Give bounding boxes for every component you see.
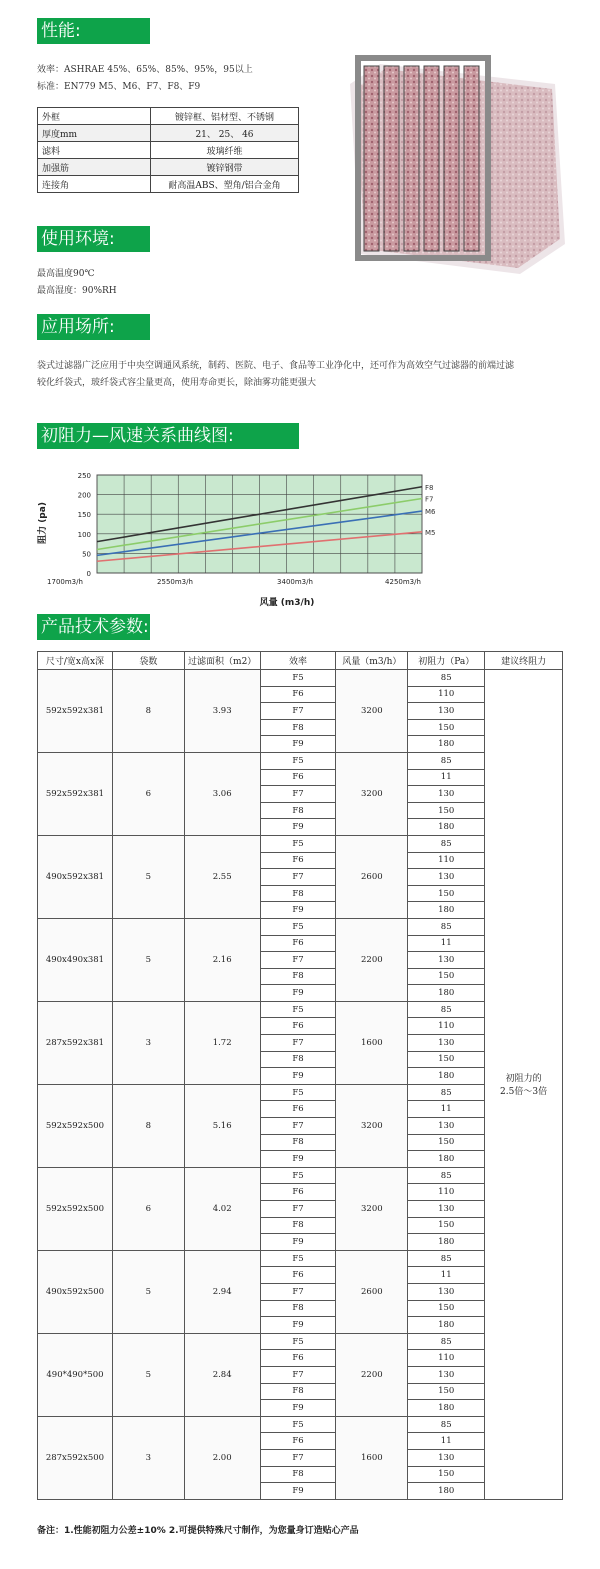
table-row (38, 1333, 563, 1350)
bags-cell: 3 (112, 1001, 184, 1084)
y-tick-label: 200 (77, 491, 91, 500)
resistance-cell: 11 (408, 935, 485, 952)
resistance-cell: 85 (408, 918, 485, 935)
final-resistance-line-2: 2.5倍～3倍 (500, 1087, 548, 1098)
spec-row (38, 108, 299, 125)
bags-cell: 8 (112, 670, 184, 753)
efficiency-cell: F6 (260, 1267, 336, 1284)
column-header: 建议终阻力 (485, 652, 563, 670)
table-row (38, 1001, 563, 1018)
column-header: 过滤面积（m2） (184, 652, 260, 670)
efficiency-cell: F8 (260, 1134, 336, 1151)
area-cell: 5.16 (184, 1084, 260, 1167)
efficiency-cell: F7 (260, 1283, 336, 1300)
resistance-cell: 11 (408, 1433, 485, 1450)
airflow-cell: 2600 (336, 835, 408, 918)
max-temperature-text: 最高温度90℃ (37, 269, 95, 279)
area-cell: 3.93 (184, 670, 260, 753)
efficiency-cell: F5 (260, 835, 336, 852)
efficiency-cell: F5 (260, 1001, 336, 1018)
efficiency-cell: F9 (260, 736, 336, 753)
efficiency-cell: F6 (260, 1018, 336, 1035)
efficiency-cell: F9 (260, 1068, 336, 1085)
resistance-cell: 180 (408, 1234, 485, 1251)
y-tick-label: 150 (77, 511, 91, 520)
spec-label: 厚度mm (38, 125, 151, 142)
resistance-cell: 85 (408, 1250, 485, 1267)
efficiency-cell: F8 (260, 719, 336, 736)
efficiency-text: 效率：ASHRAE 45%、65%、85%、95%，95以上 (37, 65, 253, 75)
efficiency-cell: F9 (260, 985, 336, 1002)
efficiency-cell: F7 (260, 703, 336, 720)
spec-value: 耐高温ABS、塑角/铝合金角 (151, 176, 299, 193)
area-cell: 3.06 (184, 752, 260, 835)
spec-table (37, 107, 299, 193)
resistance-cell: 85 (408, 670, 485, 687)
area-cell: 1.72 (184, 1001, 260, 1084)
size-cell: 287x592x381 (38, 1001, 113, 1084)
parameters-table (37, 651, 563, 1500)
resistance-cell: 180 (408, 1151, 485, 1168)
efficiency-cell: F6 (260, 686, 336, 703)
resistance-cell: 11 (408, 1101, 485, 1118)
efficiency-cell: F9 (260, 819, 336, 836)
series-label-m5: M5 (425, 528, 436, 537)
resistance-cell: 110 (408, 852, 485, 869)
section-header-curve: 初阻力—风速关系曲线图: (37, 423, 299, 449)
series-label-m6: M6 (425, 508, 436, 517)
spec-label: 外框 (38, 108, 151, 125)
bags-cell: 5 (112, 835, 184, 918)
spec-row (38, 159, 299, 176)
column-header: 效率 (260, 652, 336, 670)
resistance-cell: 150 (408, 719, 485, 736)
efficiency-cell: F5 (260, 752, 336, 769)
resistance-cell: 150 (408, 885, 485, 902)
bags-cell: 6 (112, 1167, 184, 1250)
size-cell: 490*490*500 (38, 1333, 113, 1416)
resistance-cell: 110 (408, 1018, 485, 1035)
x-tick-label: 3400m3/h (277, 578, 313, 586)
size-cell: 592x592x500 (38, 1084, 113, 1167)
size-cell: 287x592x500 (38, 1416, 113, 1499)
table-row (38, 670, 563, 687)
resistance-cell: 150 (408, 1300, 485, 1317)
efficiency-cell: F7 (260, 1366, 336, 1383)
resistance-cell: 150 (408, 802, 485, 819)
resistance-cell: 130 (408, 1283, 485, 1300)
efficiency-cell: F8 (260, 1051, 336, 1068)
max-humidity-text: 最高湿度：90%RH (37, 286, 117, 296)
resistance-cell: 150 (408, 968, 485, 985)
efficiency-cell: F5 (260, 670, 336, 687)
column-header: 尺寸/宽x高x深 (38, 652, 113, 670)
bags-cell: 5 (112, 1250, 184, 1333)
application-line-2: 较化纤袋式，玻纤袋式容尘量更高，使用寿命更长，除油雾功能更强大 (37, 378, 317, 388)
resistance-cell: 130 (408, 703, 485, 720)
resistance-cell: 11 (408, 769, 485, 786)
resistance-cell: 85 (408, 1167, 485, 1184)
resistance-cell: 130 (408, 1449, 485, 1466)
table-row (38, 752, 563, 769)
y-tick-label: 250 (77, 472, 91, 480)
size-cell: 490x592x381 (38, 835, 113, 918)
final-resistance-cell (485, 670, 563, 1500)
efficiency-cell: F6 (260, 1101, 336, 1118)
resistance-cell: 130 (408, 1201, 485, 1218)
spec-label: 滤料 (38, 142, 151, 159)
area-cell: 2.55 (184, 835, 260, 918)
resistance-cell: 150 (408, 1134, 485, 1151)
spec-value: 镀锌钢带 (151, 159, 299, 176)
resistance-cell: 180 (408, 985, 485, 1002)
note-text: 备注：1.性能初阻力公差±10% 2.可提供特殊尺寸制作，为您量身订造贴心产品 (37, 1526, 359, 1536)
size-cell: 592x592x500 (38, 1167, 113, 1250)
efficiency-cell: F7 (260, 869, 336, 886)
standard-text: 标准：EN779 M5、M6、F7、F8、F9 (37, 82, 201, 92)
resistance-cell: 180 (408, 902, 485, 919)
resistance-airflow-chart (37, 465, 457, 613)
y-tick-label: 50 (82, 550, 91, 559)
table-row (38, 1084, 563, 1101)
efficiency-cell: F5 (260, 1167, 336, 1184)
resistance-cell: 110 (408, 1184, 485, 1201)
efficiency-cell: F9 (260, 1483, 336, 1500)
section-header-parameters: 产品技术参数: (37, 614, 150, 640)
efficiency-cell: F9 (260, 1234, 336, 1251)
resistance-cell: 110 (408, 686, 485, 703)
resistance-cell: 85 (408, 752, 485, 769)
resistance-cell: 130 (408, 1366, 485, 1383)
resistance-cell: 85 (408, 1001, 485, 1018)
airflow-cell: 3200 (336, 1084, 408, 1167)
efficiency-cell: F6 (260, 1184, 336, 1201)
efficiency-cell: F8 (260, 885, 336, 902)
section-header-performance: 性能: (37, 18, 150, 44)
area-cell: 2.16 (184, 918, 260, 1001)
bags-cell: 6 (112, 752, 184, 835)
size-cell: 592x592x381 (38, 752, 113, 835)
efficiency-cell: F6 (260, 1350, 336, 1367)
efficiency-cell: F5 (260, 1416, 336, 1433)
y-tick-label: 0 (86, 570, 91, 578)
airflow-cell: 3200 (336, 670, 408, 753)
area-cell: 2.00 (184, 1416, 260, 1499)
efficiency-cell: F7 (260, 1449, 336, 1466)
bags-cell: 8 (112, 1084, 184, 1167)
resistance-cell: 180 (408, 736, 485, 753)
efficiency-cell: F9 (260, 902, 336, 919)
efficiency-cell: F9 (260, 1317, 336, 1334)
airflow-cell: 3200 (336, 752, 408, 835)
spec-row (38, 125, 299, 142)
resistance-cell: 85 (408, 835, 485, 852)
resistance-cell: 130 (408, 1035, 485, 1052)
efficiency-cell: F6 (260, 852, 336, 869)
efficiency-cell: F8 (260, 1217, 336, 1234)
resistance-cell: 180 (408, 1068, 485, 1085)
bags-cell: 5 (112, 918, 184, 1001)
resistance-cell: 85 (408, 1416, 485, 1433)
resistance-cell: 130 (408, 952, 485, 969)
series-label-f8: F8 (425, 483, 434, 492)
size-cell: 592x592x381 (38, 670, 113, 753)
resistance-cell: 11 (408, 1267, 485, 1284)
area-cell: 2.94 (184, 1250, 260, 1333)
efficiency-cell: F8 (260, 968, 336, 985)
resistance-cell: 180 (408, 819, 485, 836)
table-row (38, 918, 563, 935)
size-cell: 490x592x500 (38, 1250, 113, 1333)
spec-row (38, 142, 299, 159)
section-header-application: 应用场所: (37, 314, 150, 340)
resistance-cell: 180 (408, 1400, 485, 1417)
resistance-cell: 150 (408, 1466, 485, 1483)
airflow-cell: 1600 (336, 1001, 408, 1084)
resistance-cell: 85 (408, 1333, 485, 1350)
airflow-cell: 2200 (336, 918, 408, 1001)
efficiency-cell: F6 (260, 1433, 336, 1450)
spec-value: 玻璃纤维 (151, 142, 299, 159)
efficiency-cell: F6 (260, 935, 336, 952)
resistance-cell: 85 (408, 1084, 485, 1101)
bags-cell: 3 (112, 1416, 184, 1499)
efficiency-cell: F8 (260, 1300, 336, 1317)
column-header: 风量（m3/h） (336, 652, 408, 670)
efficiency-cell: F5 (260, 1333, 336, 1350)
efficiency-cell: F7 (260, 1201, 336, 1218)
x-tick-label: 4250m3/h (385, 578, 421, 586)
airflow-cell: 3200 (336, 1167, 408, 1250)
efficiency-cell: F8 (260, 1466, 336, 1483)
area-cell: 4.02 (184, 1167, 260, 1250)
resistance-cell: 150 (408, 1383, 485, 1400)
spec-row (38, 176, 299, 193)
x-tick-label: 1700m3/h (47, 578, 83, 586)
resistance-cell: 130 (408, 786, 485, 803)
resistance-cell: 150 (408, 1051, 485, 1068)
section-header-environment: 使用环境: (37, 226, 150, 252)
bags-cell: 5 (112, 1333, 184, 1416)
resistance-cell: 130 (408, 1118, 485, 1135)
size-cell: 490x490x381 (38, 918, 113, 1001)
efficiency-cell: F7 (260, 952, 336, 969)
table-row (38, 835, 563, 852)
spec-label: 加强筋 (38, 159, 151, 176)
resistance-cell: 180 (408, 1317, 485, 1334)
airflow-cell: 2200 (336, 1333, 408, 1416)
table-row (38, 1250, 563, 1267)
area-cell: 2.84 (184, 1333, 260, 1416)
table-row (38, 1167, 563, 1184)
table-row (38, 1416, 563, 1433)
y-axis-label: 阻力 (pa) (38, 502, 48, 544)
resistance-cell: 180 (408, 1483, 485, 1500)
efficiency-cell: F8 (260, 1383, 336, 1400)
efficiency-cell: F5 (260, 1084, 336, 1101)
efficiency-cell: F9 (260, 1151, 336, 1168)
efficiency-cell: F8 (260, 802, 336, 819)
series-label-f7: F7 (425, 495, 434, 504)
column-header: 初阻力（Pa） (408, 652, 485, 670)
efficiency-cell: F7 (260, 786, 336, 803)
spec-value: 镀锌框、铝材型、不锈钢 (151, 108, 299, 125)
bag-filter-image (340, 44, 570, 284)
efficiency-cell: F5 (260, 918, 336, 935)
spec-label: 连接角 (38, 176, 151, 193)
airflow-cell: 2600 (336, 1250, 408, 1333)
efficiency-cell: F7 (260, 1118, 336, 1135)
final-resistance-line-1: 初阻力的 (505, 1074, 542, 1085)
y-tick-label: 100 (77, 530, 91, 539)
resistance-cell: 130 (408, 869, 485, 886)
efficiency-cell: F6 (260, 769, 336, 786)
column-header: 袋数 (112, 652, 184, 670)
efficiency-cell: F7 (260, 1035, 336, 1052)
application-line-1: 袋式过滤器广泛应用于中央空调通风系统，制药、医院、电子、食品等工业净化中，还可作为高效空气过滤器的前端过滤 (37, 361, 515, 371)
x-tick-label: 2550m3/h (157, 578, 193, 586)
resistance-cell: 110 (408, 1350, 485, 1367)
spec-value: 21、 25、 46 (151, 125, 299, 142)
airflow-cell: 1600 (336, 1416, 408, 1499)
efficiency-cell: F9 (260, 1400, 336, 1417)
resistance-cell: 150 (408, 1217, 485, 1234)
x-axis-label: 风量 (m3/h) (259, 598, 315, 608)
efficiency-cell: F5 (260, 1250, 336, 1267)
